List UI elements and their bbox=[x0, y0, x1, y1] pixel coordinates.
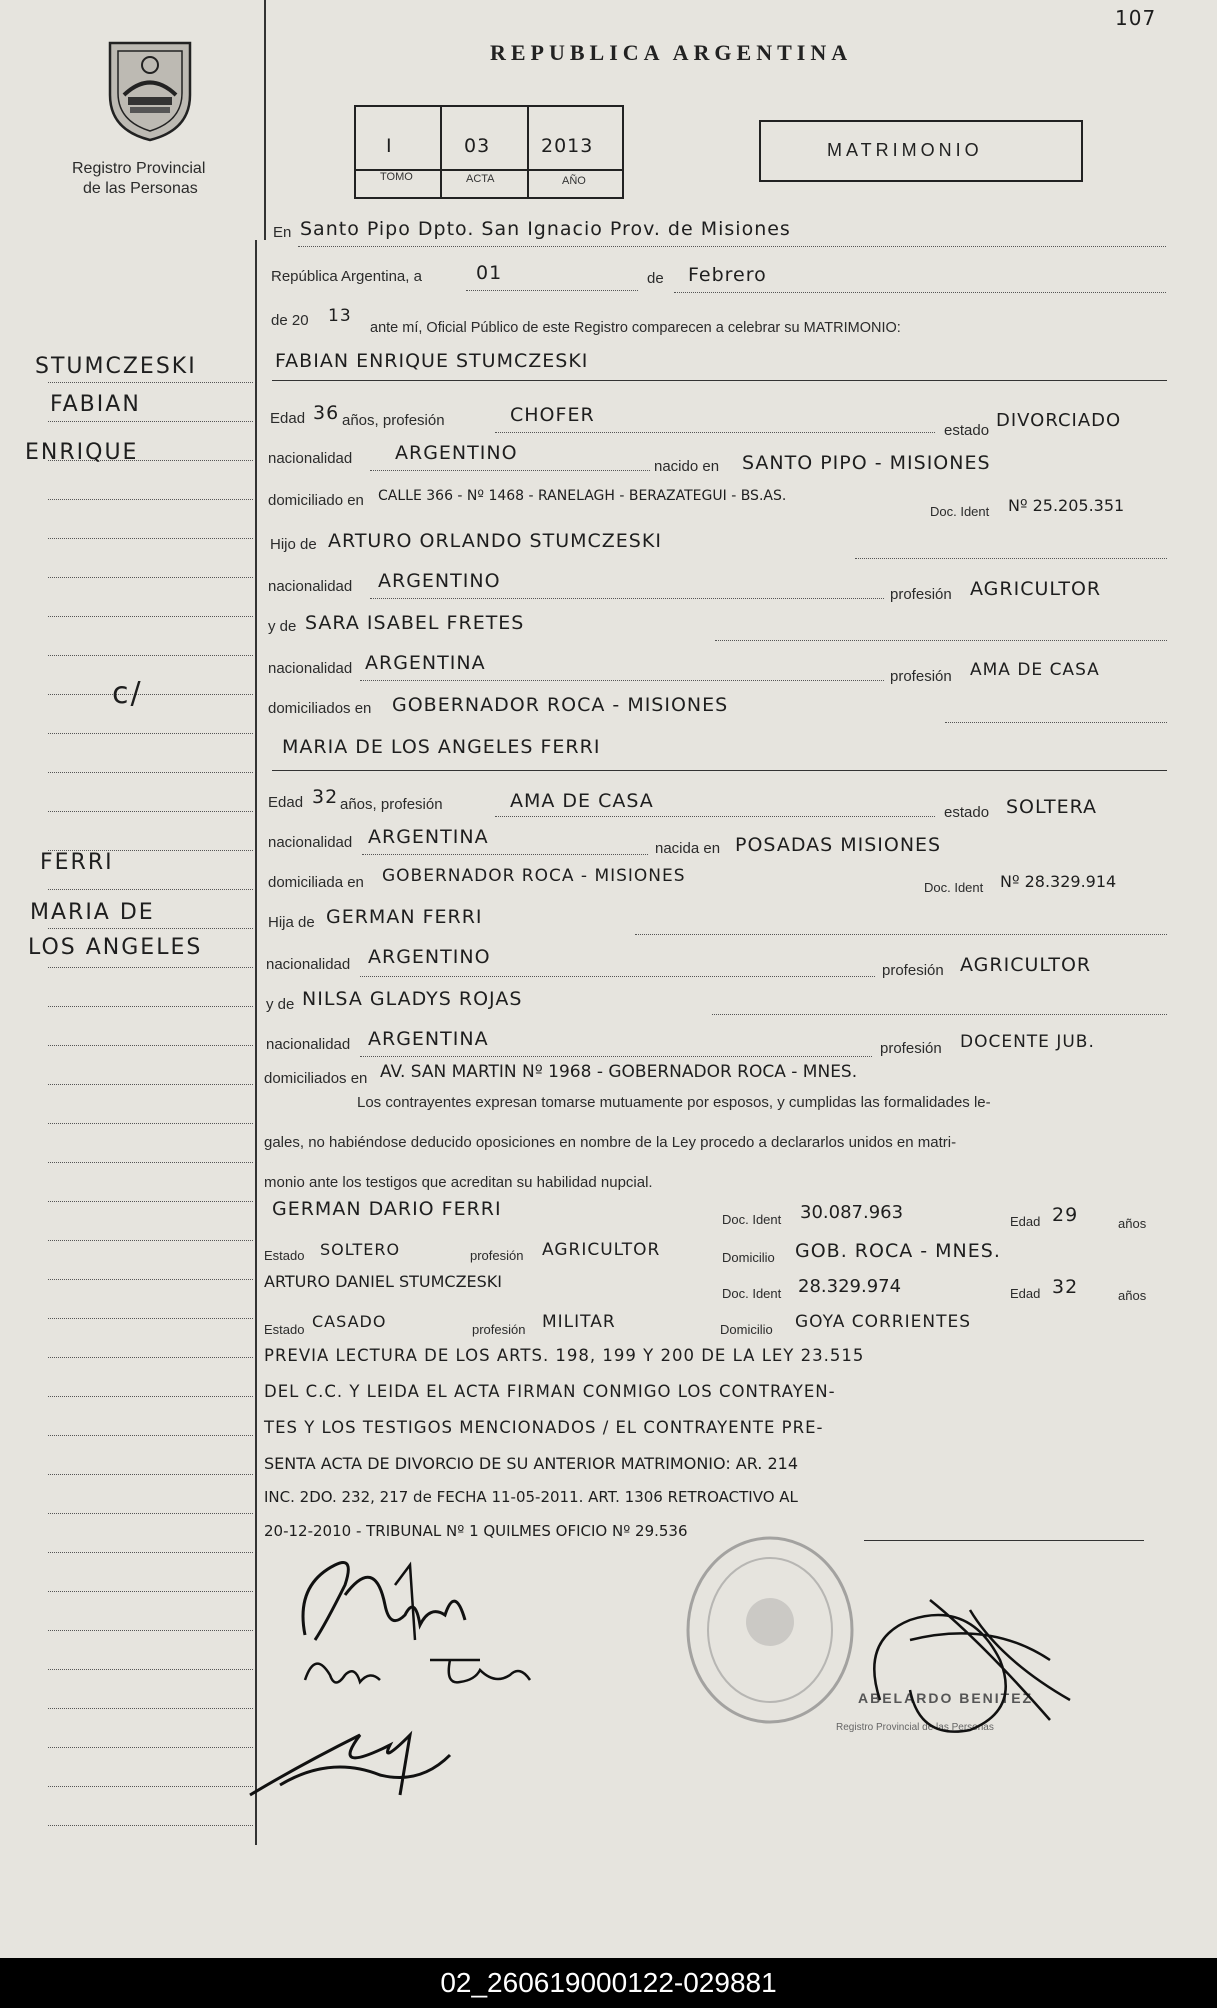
margin-rule-line bbox=[48, 1240, 253, 1241]
bride-yde-label: y de bbox=[266, 996, 295, 1013]
bride-doc: Nº 28.329.914 bbox=[1000, 872, 1117, 891]
bride-mother-prof: DOCENTE JUB. bbox=[960, 1032, 1095, 1052]
margin-rule-line bbox=[48, 1630, 253, 1631]
acta-value: 03 bbox=[464, 135, 491, 157]
witness1-dom-label: Domicilio bbox=[722, 1250, 775, 1265]
margin-rule-line bbox=[48, 577, 253, 578]
margin-rule-line bbox=[48, 382, 253, 383]
bride-estado-label: estado bbox=[944, 804, 990, 821]
margin-line-top bbox=[264, 0, 266, 240]
seal-subtitle: Registro Provincial de las Personas bbox=[836, 1722, 994, 1733]
declaration-line2: gales, no habiéndose deducido oposiciones en nombre de la Ley procedo a declararlos unidos en matri- bbox=[264, 1134, 957, 1151]
doc-type: MATRIMONIO bbox=[827, 140, 983, 160]
margin-rule-line bbox=[48, 1747, 253, 1748]
bride-father-nac: ARGENTINO bbox=[368, 946, 491, 968]
bride-father-prof: AGRICULTOR bbox=[960, 954, 1092, 976]
witness2-edad: 32 bbox=[1052, 1276, 1079, 1298]
witness1-name: GERMAN DARIO FERRI bbox=[272, 1198, 502, 1220]
margin-line bbox=[255, 240, 257, 1845]
bride-parents-dom: AV. SAN MARTIN Nº 1968 - GOBERNADOR ROCA - MNES. bbox=[380, 1062, 858, 1082]
year-label: de 20 bbox=[271, 312, 309, 329]
declaration-line3: monio ante los testigos que acreditan su habilidad nupcial. bbox=[264, 1174, 653, 1191]
groom-parents-dom-label: domiciliados en bbox=[268, 700, 372, 717]
groom-hijo-label: Hijo de bbox=[270, 536, 317, 553]
bride-estado: SOLTERA bbox=[1006, 796, 1098, 818]
official-seal-icon bbox=[680, 1530, 860, 1735]
witness1-anos-label: años bbox=[1118, 1216, 1147, 1231]
bride-mother-prof-label: profesión bbox=[880, 1040, 942, 1057]
margin-rule-line bbox=[48, 1201, 253, 1202]
bride-nacida-label: nacida en bbox=[655, 840, 721, 857]
margin-rule-line bbox=[48, 733, 253, 734]
witness1-prof: AGRICULTOR bbox=[542, 1240, 661, 1260]
tomo-label: TOMO bbox=[380, 171, 413, 183]
groom-doc: Nº 25.205.351 bbox=[1008, 496, 1125, 515]
bride-anos-prof-label: años, profesión bbox=[340, 796, 443, 813]
note-line: TES Y LOS TESTIGOS MENCIONADOS / EL CONTRAYENTE PRE- bbox=[264, 1418, 824, 1437]
bride-nac-label: nacionalidad bbox=[268, 834, 353, 851]
groom-nac-label: nacionalidad bbox=[268, 450, 353, 467]
bride-dom-label: domiciliada en bbox=[268, 874, 364, 891]
groom-father-nac: ARGENTINO bbox=[378, 570, 501, 592]
margin-bride-given2: LOS ANGELES bbox=[28, 935, 203, 960]
witness1-estado-label: Estado bbox=[264, 1248, 305, 1263]
margin-rule-line bbox=[48, 1474, 253, 1475]
margin-rule-line bbox=[48, 1162, 253, 1163]
witness1-doc: 30.087.963 bbox=[800, 1202, 904, 1223]
witness1-prof-label: profesión bbox=[470, 1248, 524, 1263]
bride-parents-dom-label: domiciliados en bbox=[264, 1070, 368, 1087]
witness1-dom: GOB. ROCA - MNES. bbox=[795, 1240, 1001, 1262]
witness1-edad-label: Edad bbox=[1010, 1214, 1041, 1229]
witness2-dom-label: Domicilio bbox=[720, 1322, 773, 1337]
margin-rule-line bbox=[48, 1318, 253, 1319]
bride-domicilio: GOBERNADOR ROCA - MISIONES bbox=[382, 866, 686, 886]
groom-father: ARTURO ORLANDO STUMCZESKI bbox=[328, 530, 662, 552]
margin-rule-line bbox=[48, 1552, 253, 1553]
groom-anos-prof-label: años, profesión bbox=[342, 412, 445, 429]
groom-mother-nac-label: nacionalidad bbox=[268, 660, 353, 677]
note-line: DEL C.C. Y LEIDA EL ACTA FIRMAN CONMIGO LOS CONTRAYEN- bbox=[264, 1382, 836, 1401]
witness2-doc: 28.329.974 bbox=[798, 1276, 902, 1297]
signature-witness-icon bbox=[300, 1640, 560, 1705]
bride-mother: NILSA GLADYS ROJAS bbox=[302, 988, 523, 1010]
bride-mother-nac: ARGENTINA bbox=[368, 1028, 489, 1050]
bride-nacionalidad: ARGENTINA bbox=[368, 826, 489, 848]
note-line: INC. 2DO. 232, 217 de FECHA 11-05-2011. ART. 1306 RETROACTIVO AL bbox=[264, 1488, 798, 1506]
margin-groom-given1: FABIAN bbox=[50, 392, 141, 417]
margin-rule-line bbox=[48, 928, 253, 929]
witness2-edad-label: Edad bbox=[1010, 1286, 1041, 1301]
registry-crest-icon bbox=[100, 35, 200, 150]
groom-yde-label: y de bbox=[268, 618, 297, 635]
signature-official-icon bbox=[850, 1580, 1090, 1745]
margin-rule-line bbox=[48, 1513, 253, 1514]
page-number: 107 bbox=[1115, 6, 1157, 30]
margin-rule-line bbox=[48, 1708, 253, 1709]
groom-mother-prof-label: profesión bbox=[890, 668, 952, 685]
formula-text: ante mí, Oficial Público de este Registro comparecen a celebrar su MATRIMONIO: bbox=[370, 320, 901, 336]
groom-mother-nac: ARGENTINA bbox=[365, 652, 486, 674]
witness2-anos-label: años bbox=[1118, 1288, 1147, 1303]
margin-rule-line bbox=[48, 538, 253, 539]
de-label: de bbox=[647, 270, 664, 287]
witness1-edad: 29 bbox=[1052, 1204, 1079, 1226]
margin-rule-line bbox=[48, 1123, 253, 1124]
groom-dom-label: domiciliado en bbox=[268, 492, 364, 509]
groom-edad: 36 bbox=[313, 402, 340, 424]
margin-rule-line bbox=[48, 1591, 253, 1592]
bride-father-prof-label: profesión bbox=[882, 962, 944, 979]
footer-code: 02_260619000122-029881 bbox=[0, 1958, 1217, 2008]
note-line: 20-12-2010 - TRIBUNAL Nº 1 QUILMES OFICIO Nº 29.536 bbox=[264, 1522, 688, 1540]
margin-rule-line bbox=[48, 1825, 253, 1826]
tomo-value: I bbox=[386, 135, 393, 157]
month-value: Febrero bbox=[688, 264, 767, 286]
margin-rule-line bbox=[48, 889, 253, 890]
groom-doc-label: Doc. Ident bbox=[930, 504, 990, 519]
registry-name-line1: Registro Provincial bbox=[72, 160, 206, 177]
groom-estado: DIVORCIADO bbox=[996, 410, 1122, 431]
margin-rule-line bbox=[48, 499, 253, 500]
bride-name: MARIA DE LOS ANGELES FERRI bbox=[282, 736, 601, 758]
ano-label: AÑO bbox=[562, 175, 586, 187]
groom-mother: SARA ISABEL FRETES bbox=[305, 612, 525, 634]
margin-rule-line bbox=[48, 967, 253, 968]
margin-rule-line bbox=[48, 1045, 253, 1046]
day-value: 01 bbox=[476, 262, 503, 284]
margin-rule-line bbox=[48, 616, 253, 617]
witness2-estado-label: Estado bbox=[264, 1322, 305, 1337]
note-line: SENTA ACTA DE DIVORCIO DE SU ANTERIOR MATRIMONIO: AR. 214 bbox=[264, 1454, 798, 1473]
groom-nacionalidad: ARGENTINO bbox=[395, 442, 518, 464]
witness2-name: ARTURO DANIEL STUMCZESKI bbox=[264, 1272, 503, 1291]
margin-rule-line bbox=[48, 1357, 253, 1358]
registry-name-line2: de las Personas bbox=[83, 180, 198, 197]
margin-rule-line bbox=[48, 1396, 253, 1397]
margin-rule-line bbox=[48, 1279, 253, 1280]
witness2-doc-label: Doc. Ident bbox=[722, 1286, 782, 1301]
groom-parents-dom: GOBERNADOR ROCA - MISIONES bbox=[392, 694, 729, 716]
witness2-dom: GOYA CORRIENTES bbox=[795, 1312, 971, 1332]
acta-label: ACTA bbox=[466, 173, 495, 185]
groom-father-prof-label: profesión bbox=[890, 586, 952, 603]
tomo-acta-ano-box bbox=[354, 105, 624, 199]
signature-bride-icon bbox=[240, 1705, 520, 1810]
margin-rule-line bbox=[48, 421, 253, 422]
margin-rule-line bbox=[48, 1669, 253, 1670]
year-suffix: 13 bbox=[328, 306, 352, 326]
bride-profesion: AMA DE CASA bbox=[510, 790, 654, 812]
margin-rule-line bbox=[48, 655, 253, 656]
margin-bride-surname: FERRI bbox=[40, 850, 114, 875]
groom-domicilio: CALLE 366 - Nº 1468 - RANELAGH - BERAZATEGUI - BS.AS. bbox=[378, 488, 787, 504]
witness2-prof: MILITAR bbox=[542, 1312, 616, 1332]
seal-officer-name: ABELARDO BENITEZ bbox=[858, 1690, 1034, 1706]
witness2-estado: CASADO bbox=[312, 1312, 387, 1331]
groom-profesion: CHOFER bbox=[510, 404, 595, 426]
doc-type-box bbox=[759, 120, 1083, 182]
margin-groom-given2: ENRIQUE bbox=[25, 440, 139, 465]
groom-estado-label: estado bbox=[944, 422, 990, 439]
margin-rule-line bbox=[48, 694, 253, 695]
margin-rule-line bbox=[48, 1084, 253, 1085]
bride-hija-label: Hija de bbox=[268, 914, 315, 931]
groom-name: FABIAN ENRIQUE STUMCZESKI bbox=[275, 350, 589, 372]
margin-rule-line bbox=[48, 1006, 253, 1007]
groom-father-nac-label: nacionalidad bbox=[268, 578, 353, 595]
ano-value: 2013 bbox=[541, 135, 594, 157]
bride-edad-label: Edad bbox=[268, 794, 304, 811]
witness1-estado: SOLTERO bbox=[320, 1240, 401, 1259]
bride-mother-nac-label: nacionalidad bbox=[266, 1036, 351, 1053]
bride-father-nac-label: nacionalidad bbox=[266, 956, 351, 973]
bride-doc-label: Doc. Ident bbox=[924, 880, 984, 895]
margin-rule-line bbox=[48, 772, 253, 773]
bride-nacida-en: POSADAS MISIONES bbox=[735, 834, 942, 856]
declaration-line1: Los contrayentes expresan tomarse mutuamente por esposos, y cumplidas las formalidades le- bbox=[357, 1094, 991, 1111]
bride-edad: 32 bbox=[312, 786, 339, 808]
place-value: Santo Pipo Dpto. San Ignacio Prov. de Misiones bbox=[300, 218, 791, 240]
bride-father: GERMAN FERRI bbox=[326, 906, 483, 928]
margin-connector: c/ bbox=[112, 676, 143, 711]
republica-label: República Argentina, a bbox=[271, 268, 422, 285]
groom-father-prof: AGRICULTOR bbox=[970, 578, 1102, 600]
note-line: PREVIA LECTURA DE LOS ARTS. 198, 199 Y 200 DE LA LEY 23.515 bbox=[264, 1346, 865, 1365]
groom-nacido-en: SANTO PIPO - MISIONES bbox=[742, 452, 991, 474]
country-title: REPUBLICA ARGENTINA bbox=[490, 40, 853, 65]
margin-rule-line bbox=[48, 1786, 253, 1787]
margin-rule-line bbox=[48, 1435, 253, 1436]
margin-rule-line bbox=[48, 811, 253, 812]
groom-mother-prof: AMA DE CASA bbox=[970, 660, 1100, 680]
groom-nacido-label: nacido en bbox=[654, 458, 720, 475]
witness2-prof-label: profesión bbox=[472, 1322, 526, 1337]
witness1-doc-label: Doc. Ident bbox=[722, 1212, 782, 1227]
en-label: En bbox=[273, 224, 292, 241]
margin-groom-surname: STUMCZESKI bbox=[35, 354, 197, 379]
margin-bride-given1: MARIA DE bbox=[30, 900, 155, 925]
groom-edad-label: Edad bbox=[270, 410, 306, 427]
